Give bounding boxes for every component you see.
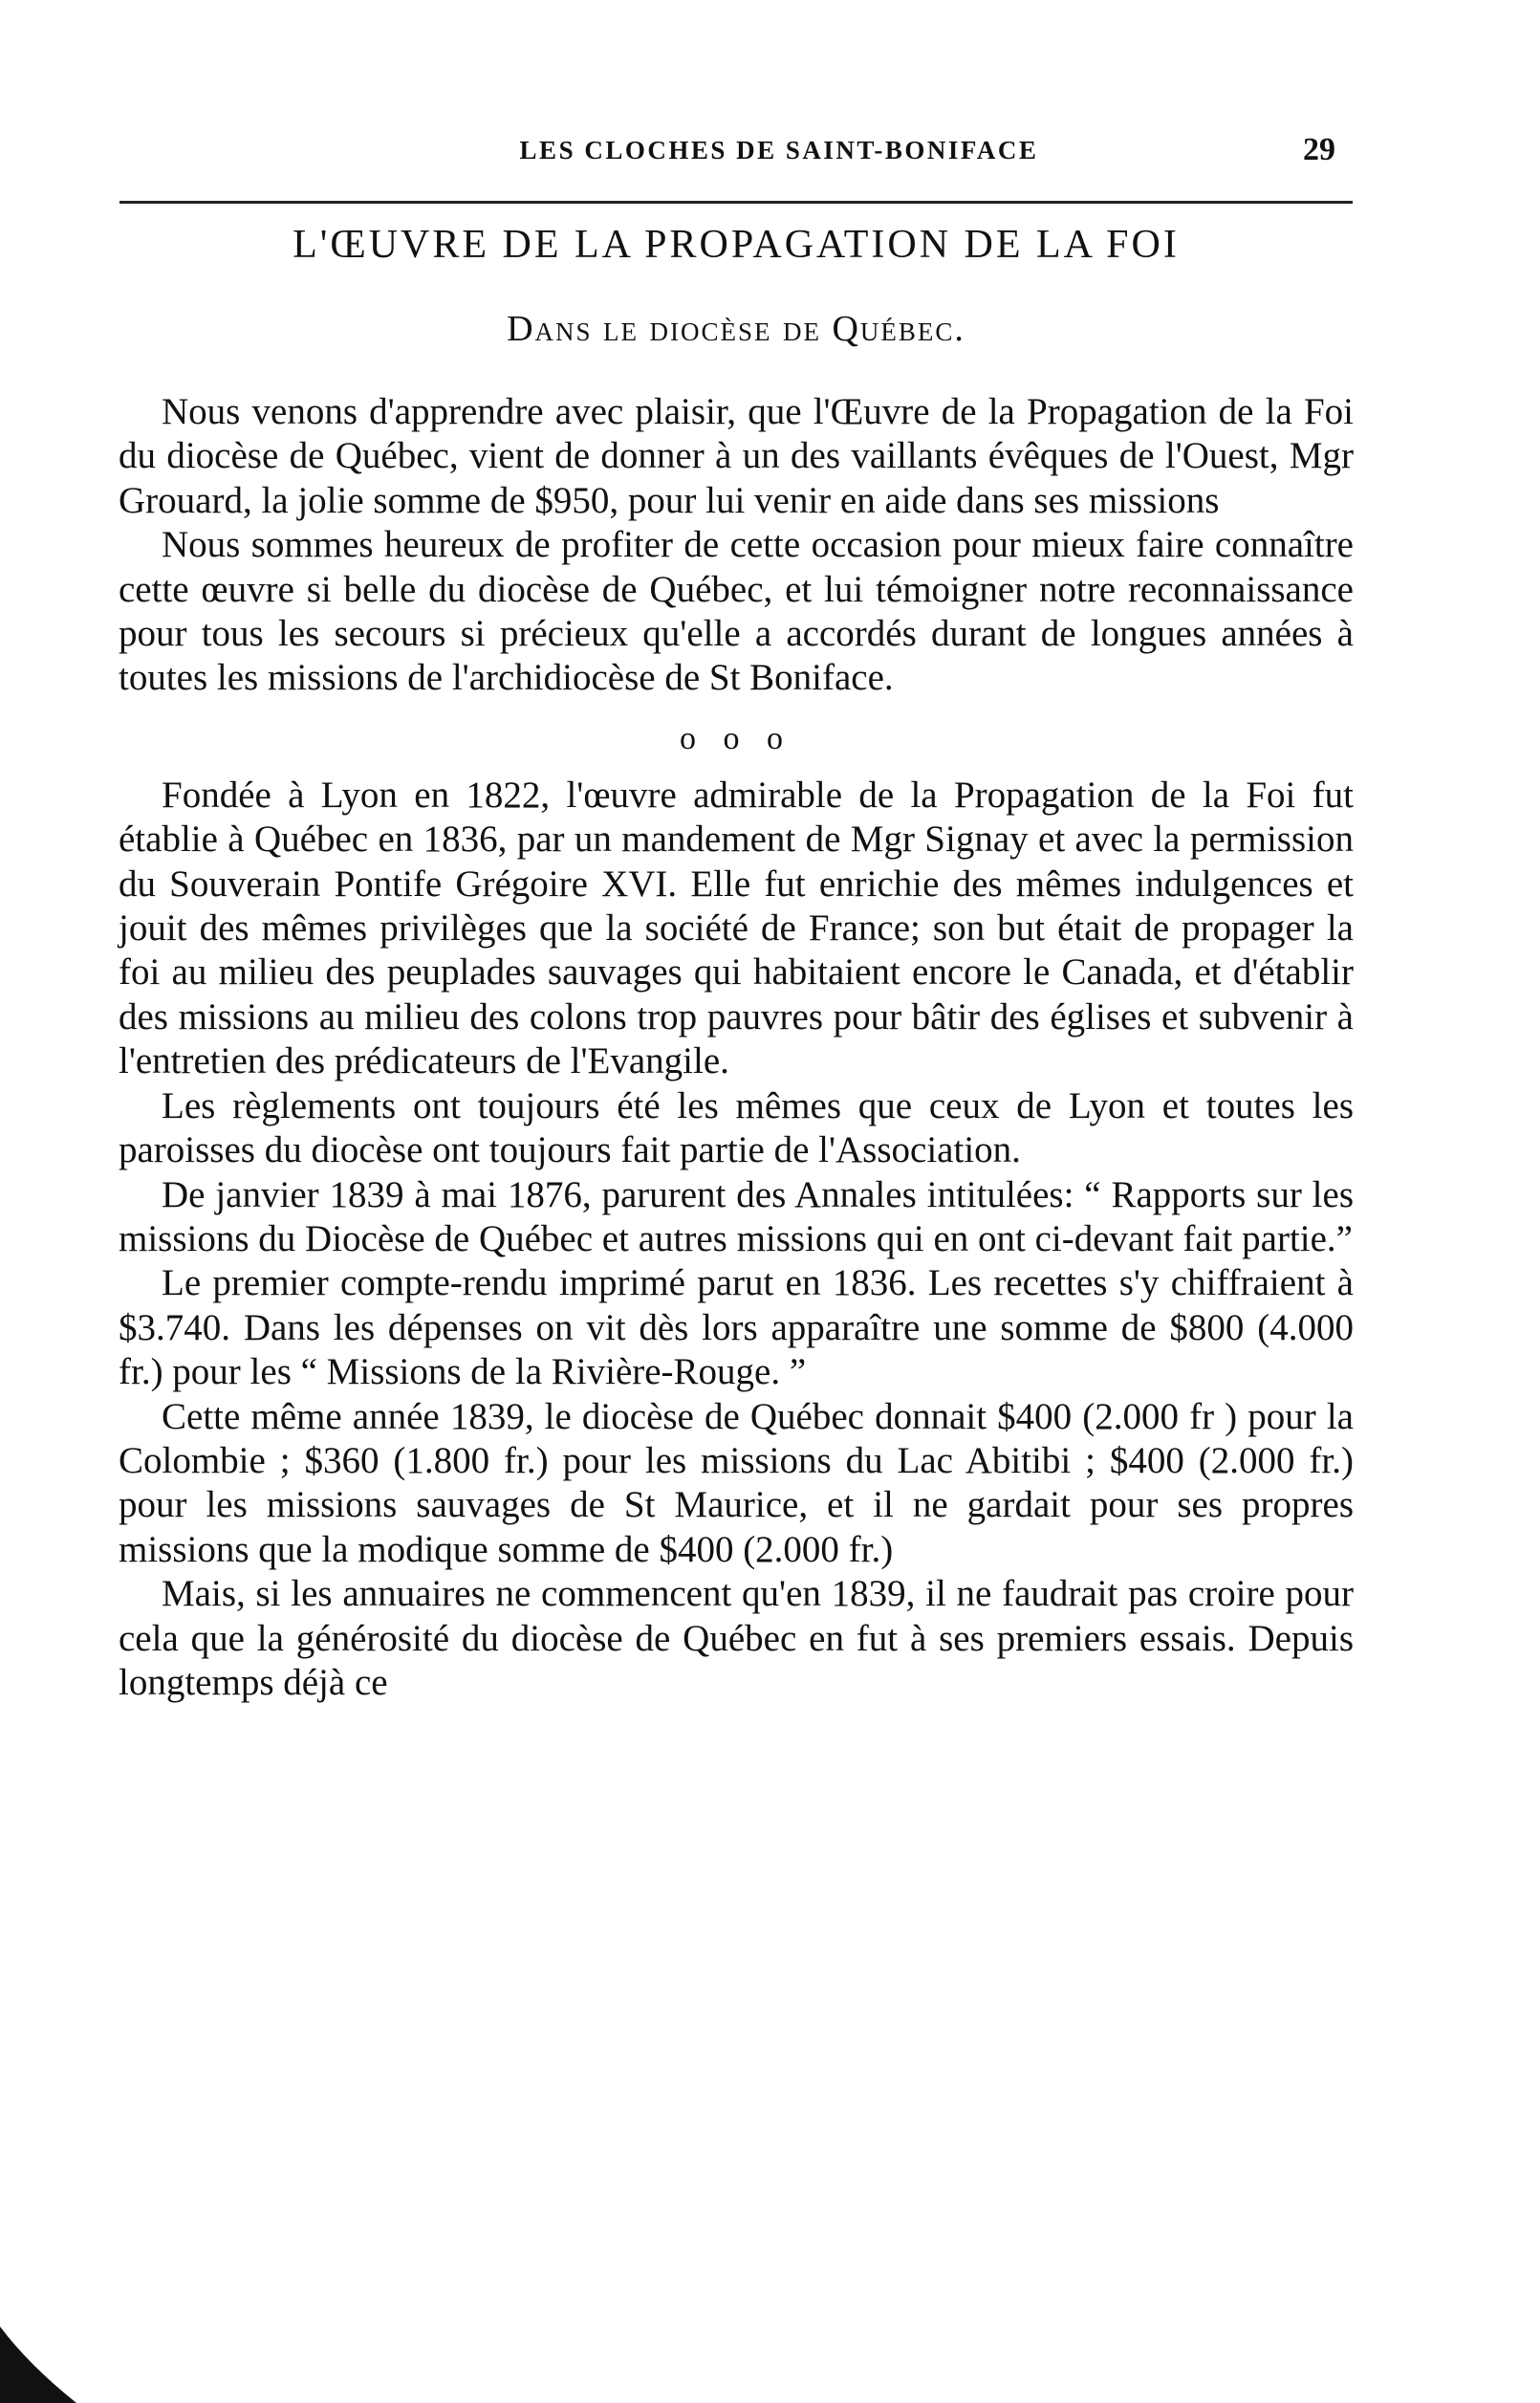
- article-subtitle: Dans le diocèse de Québec.: [507, 309, 965, 349]
- paragraph: Mais, si les annuaires ne commencent qu'en 1839, il ne faudrait pas croire pour cela que la générosité du diocèse de Québec en fut à ses premiers essais. Depuis longtemps déjà ce: [119, 1573, 1354, 1703]
- paragraph: Cette même année 1839, le diocèse de Québec donnait $400 (2.000 fr ) pour la Colombie ; $360 (1.800 fr.) pour les missions du Lac Abitibi ; $400 (2.000 fr.) pour les missions sauvages de St Maurice, et il ne gardait pour ses propres missions que la modique somme de $400 (2.000 fr.): [119, 1395, 1354, 1570]
- page-number: 29: [1303, 132, 1335, 167]
- running-title: LES CLOCHES DE SAINT-BONIFACE: [519, 136, 1039, 164]
- page-edge-shadow: [0, 2288, 76, 2403]
- section-ornament: o o o: [680, 720, 792, 756]
- paragraph: Les règlements ont toujours été les mêmes que ceux de Lyon et toutes les paroisses du diocèse ont toujours fait partie de l'Association.: [119, 1084, 1354, 1171]
- article-body: [119, 390, 1354, 1705]
- article-title: L'ŒUVRE DE LA PROPAGATION DE LA FOI: [293, 223, 1180, 267]
- page-header: [119, 132, 1353, 180]
- header-rule: [119, 201, 1353, 204]
- paragraph: Fondée à Lyon en 1822, l'œuvre admirable de la Propagation de la Foi fut établie à Québec en 1836, par un mandement de Mgr Signay et avec la permission du Souverain Pontife Grégoire XVI. Elle fut enrichie des mêmes indulgences et jouit des mêmes privilèges que la société de France; son but était de propager la foi au milieu des peuplades sauvages qui habitaient encore le Canada, et d'établir des missions au milieu des colons trop pauvres pour bâtir des églises et subvenir à l'entretien des prédicateurs de l'Evangile.: [119, 774, 1354, 1082]
- paragraph: Nous sommes heureux de profiter de cette occasion pour mieux faire connaître cette œuvre si belle du diocèse de Québec, et lui témoigner notre reconnaissance pour tous les secours si précieux qu'elle a accordés durant de longues années à toutes les missions de l'archidiocèse de St Boniface.: [119, 524, 1354, 699]
- paragraph: Nous venons d'apprendre avec plaisir, que l'Œuvre de la Propagation de la Foi du diocèse de Québec, vient de donner à un des vaillants évêques de l'Ouest, Mgr Grouard, la jolie somme de $950, pour lui venir en aide dans ses missions: [119, 391, 1354, 521]
- paragraph: De janvier 1839 à mai 1876, parurent des Annales intitulées: “ Rapports sur les missions du Diocèse de Québec et autres missions qui en ont ci-devant fait partie.”: [119, 1173, 1354, 1259]
- paragraph: Le premier compte-rendu imprimé parut en 1836. Les recettes s'y chiffraient à $3.740. Dans les dépenses on vit dès lors apparaître une somme de $800 (4.000 fr.) pour les “ Missions de la Rivière-Rouge. ”: [119, 1262, 1354, 1393]
